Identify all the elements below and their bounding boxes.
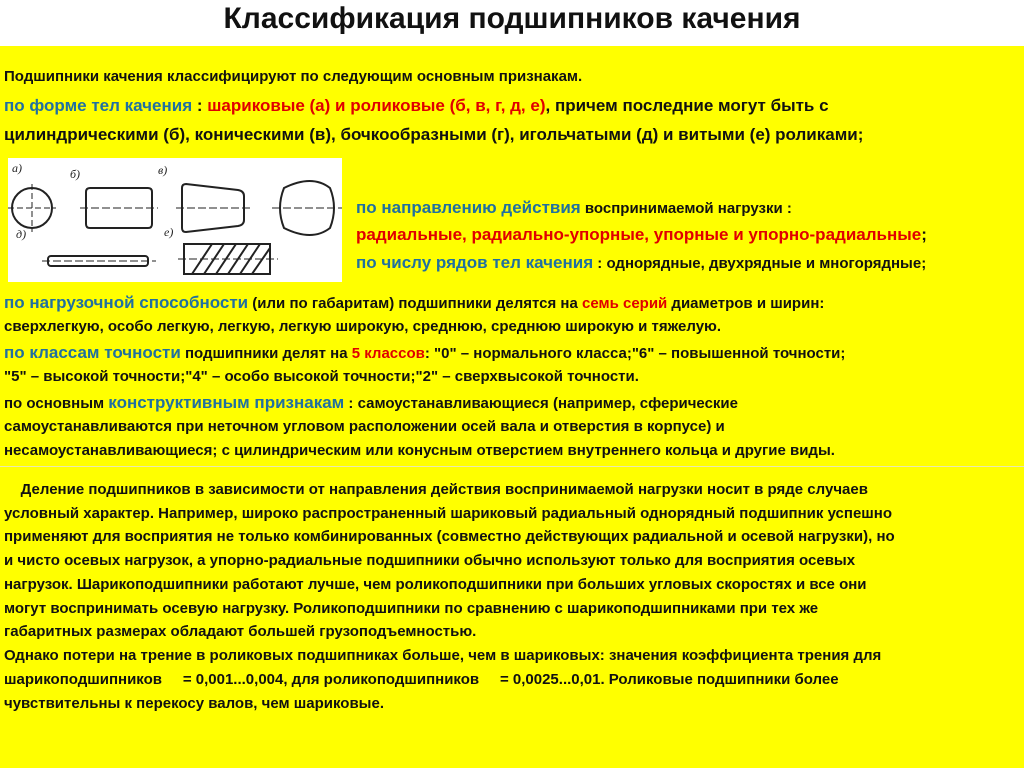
direction-types: радиальные, радиально-упорные, упорные и упорно-радиальные	[356, 225, 922, 244]
construct-line-3: несамоустанавливающиеся; с цилиндрическим или конусным отверстием внутреннего кольца и другие виды.	[4, 442, 835, 459]
paragraph-line: габаритных размерах обладают большей грузоподъемностью.	[4, 623, 477, 640]
load-rest: диаметров и ширин:	[667, 295, 825, 312]
direction-rest: воспринимаемой нагрузки :	[580, 200, 792, 217]
load-line-1	[4, 294, 824, 313]
paragraph-line: Однако потери на трение в роликовых подшипниках больше, чем в шариковых: значения коэффициента трения для	[4, 647, 882, 664]
rows-label: по числу рядов тел качения	[356, 253, 594, 272]
paragraph-line: нагрузок. Шарикоподшипники работают лучше, чем роликоподшипники при больших угловых скоростях и все они	[4, 576, 867, 593]
figure-label-a: а)	[12, 161, 22, 175]
construct-line-2: самоустанавливаются при неточном угловом расположении осей вала и отверстия в корпусе) и	[4, 418, 725, 435]
paragraph-line: применяют для восприятия не только комбинированных (совместно действующих радиальной и осевой нагрузки), но	[4, 528, 895, 545]
paragraph-line: шарикоподшипников = 0,001...0,004, для роликоподшипников = 0,0025...0,01. Роликовые подшипники более	[4, 671, 839, 688]
page-title: Классификация подшипников качения	[223, 2, 801, 35]
form-rest: , причем последние могут быть с	[545, 96, 829, 115]
construct-pre: по основным	[4, 395, 109, 412]
load-label: по нагрузочной способности	[4, 293, 249, 312]
title-bar	[0, 0, 1024, 46]
intro-text: Подшипники качения классифицируют по следующим основным признакам.	[4, 68, 583, 85]
direction-types-end: ;	[921, 225, 927, 244]
paragraph-line: могут воспринимать осевую нагрузку. Роликоподшипники по сравнению с шарикоподшипниками при тех же	[4, 600, 819, 617]
load-line-2: сверхлегкую, особо легкую, легкую, легкую широкую, среднюю, среднюю широкую и тяжелую.	[4, 318, 722, 335]
form-types: шариковые (а) и роликовые (б, в, г, д, е)	[207, 96, 546, 115]
rows-line	[356, 254, 926, 273]
load-mid: (или по габаритам) подшипники делятся на	[248, 295, 582, 312]
direction-line	[356, 199, 792, 218]
form-label: по форме тел качения	[4, 96, 193, 115]
figure-label-d: д)	[16, 227, 27, 241]
form-line-1	[4, 97, 829, 115]
construct-rest: : самоустанавливающиеся (например, сферические	[344, 395, 738, 412]
accuracy-label: по классам точности	[4, 343, 181, 362]
figure-label-c: в)	[158, 163, 168, 177]
figure-label-e: е)	[164, 225, 174, 239]
accuracy-classes: 5 классов	[351, 345, 425, 362]
construct-label: конструктивным признакам	[108, 393, 345, 412]
load-series: семь серий	[582, 295, 668, 312]
paragraph-line: Деление подшипников в зависимости от направления действия воспринимаемой нагрузки носит в ряде случаев	[4, 481, 868, 498]
paragraph-line: чувствительны к перекосу валов, чем шариковые.	[4, 695, 384, 712]
direction-types-line	[356, 226, 927, 244]
form-sep: :	[192, 96, 208, 115]
construct-line-1	[4, 394, 738, 413]
rows-rest: : однорядные, двухрядные и многорядные;	[593, 255, 927, 272]
paragraph-line: и чисто осевых нагрузок, а упорно-радиальные подшипники обычно используют только для восприятия осевых	[4, 552, 856, 569]
accuracy-mid: подшипники делят на	[180, 345, 352, 362]
form-line-2: цилиндрическими (б), коническими (в), бочкообразными (г), игольчатыми (д) и витыми (е) роликами;	[4, 125, 864, 144]
section-divider	[0, 466, 1024, 467]
accuracy-rest: : "0" – нормального класса;"6" – повышенной точности;	[424, 345, 846, 362]
paragraph-line: условный характер. Например, широко распространенный шариковый радиальный однорядный подшипник успешно	[4, 505, 893, 522]
figure-label-b: б)	[70, 167, 81, 181]
accuracy-line-2: "5" – высокой точности;"4" – особо высокой точности;"2" – сверхвысокой точности.	[4, 368, 639, 385]
rolling-elements-figure	[8, 158, 342, 282]
accuracy-line-1	[4, 344, 845, 363]
rolling-elements-drawing	[8, 158, 342, 282]
direction-label: по направлению действия	[356, 198, 581, 217]
